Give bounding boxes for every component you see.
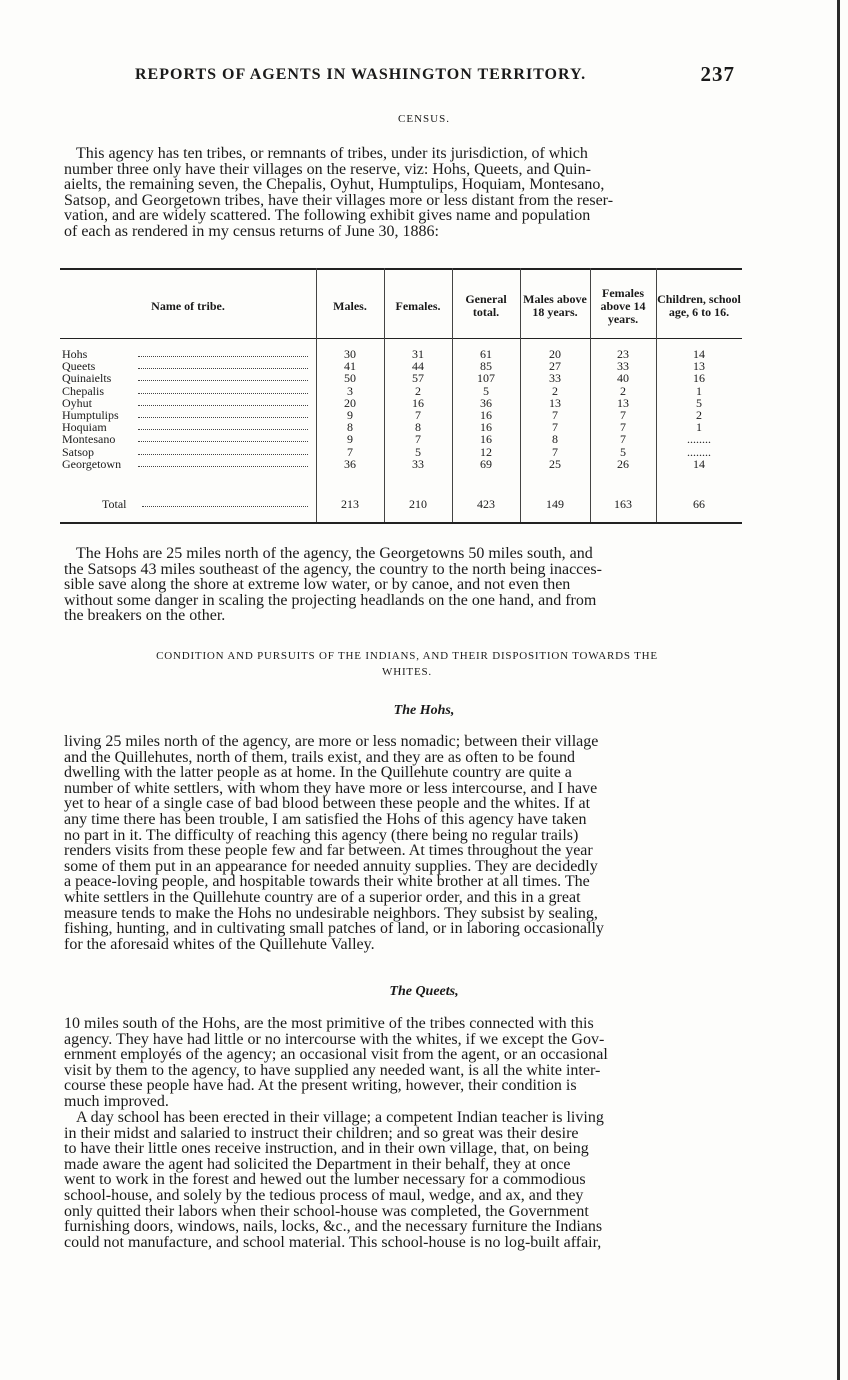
cell-females: 16 bbox=[412, 395, 424, 410]
cell-f14: 40 bbox=[617, 371, 629, 386]
cell-males: 9 bbox=[347, 432, 353, 447]
table-row bbox=[60, 458, 742, 470]
cell-children: 14 bbox=[693, 456, 705, 471]
cell-females: 33 bbox=[412, 456, 424, 471]
cell-males: 213 bbox=[341, 497, 359, 511]
cell-f14: 23 bbox=[617, 347, 629, 361]
table-row bbox=[60, 421, 742, 433]
text-line: in their midst and salaried to instruct their children; and so great was their desire bbox=[64, 1124, 579, 1142]
table-row bbox=[60, 348, 742, 360]
table-row bbox=[60, 446, 742, 458]
table-row bbox=[60, 409, 742, 421]
cell-total: 5 bbox=[483, 383, 489, 398]
table-row bbox=[60, 372, 742, 384]
cell-children: 14 bbox=[693, 347, 705, 361]
table-total-row bbox=[60, 498, 742, 510]
cell-males: 20 bbox=[344, 395, 356, 410]
table-row bbox=[60, 397, 742, 409]
page-spine-edge bbox=[837, 0, 840, 1380]
text-line: vation, and are widely scattered. The following exhibit gives name and population bbox=[64, 207, 591, 225]
dot-leader bbox=[138, 356, 308, 357]
total-label: Total bbox=[102, 497, 127, 511]
cell-m18: 7 bbox=[552, 408, 558, 422]
queets-paragraph bbox=[64, 1016, 750, 1110]
text-line: of each as rendered in my census returns of June 30, 1886: bbox=[64, 222, 439, 240]
cell-total: 61 bbox=[480, 347, 492, 361]
header-males-above-18: Males above 18 years. bbox=[523, 292, 587, 319]
heading-line: WHITES. bbox=[382, 666, 432, 678]
cell-m18: 33 bbox=[549, 371, 561, 386]
tribe-name: Georgetown bbox=[62, 456, 122, 471]
dot-leader bbox=[138, 466, 308, 467]
text-line: without some danger in scaling the projecting headlands on the one hand, and from bbox=[64, 591, 597, 609]
text-line: visit by them to the agency, to have supplied any needed want, is all the white inter- bbox=[64, 1061, 601, 1079]
cell-m18: 7 bbox=[552, 444, 558, 459]
text-line: renders visits from these people few and far between. At times throughout the year bbox=[64, 842, 593, 860]
tribe-name: Quinaielts bbox=[62, 371, 112, 386]
text-line: dwelling with the latter people as at home. In the Quillehute country are quite a bbox=[64, 764, 572, 782]
cell-females: 210 bbox=[409, 497, 427, 511]
table-bottom-rule bbox=[60, 522, 742, 524]
table-row bbox=[60, 385, 742, 397]
tribe-name: Chepalis bbox=[62, 383, 104, 398]
text-line: agency. They have had little or no intercourse with the whites, if we except the Gov- bbox=[64, 1030, 605, 1048]
cell-f14: 13 bbox=[617, 395, 629, 410]
hohs-subheading: The Hohs, bbox=[393, 703, 455, 718]
cell-males: 9 bbox=[347, 408, 353, 422]
cell-f14: 26 bbox=[617, 456, 629, 471]
text-line: 10 miles south of the Hohs, are the most primitive of the tribes connected with this bbox=[64, 1015, 594, 1032]
text-line: school-house, and solely by the tedious process of maul, wedge, and ax, and they bbox=[64, 1186, 584, 1204]
cell-children: 2 bbox=[696, 408, 702, 422]
text-line: course these people have had. At the present writing, however, their condition is bbox=[64, 1077, 577, 1095]
cell-children: 1 bbox=[696, 420, 702, 435]
dot-leader bbox=[138, 380, 308, 381]
cell-m18: 149 bbox=[546, 497, 564, 511]
text-line: measure tends to make the Hohs no undesirable neighbors. They subsist by sealing, bbox=[64, 904, 598, 922]
cell-children: ........ bbox=[687, 444, 711, 459]
cell-total: 85 bbox=[480, 359, 492, 374]
tribe-name: Montesano bbox=[62, 432, 116, 447]
text-line: yet to hear of a single case of bad blood between these people and the whites. If at bbox=[64, 795, 591, 813]
hohs-paragraph bbox=[64, 734, 750, 952]
tribe-name: Oyhut bbox=[62, 395, 92, 410]
text-line: living 25 miles north of the agency, are more or less nomadic; between their village bbox=[64, 733, 599, 750]
text-line: a peace-loving people, and hospitable towards their white brother at all times. The bbox=[64, 873, 590, 891]
cell-total: 16 bbox=[480, 420, 492, 435]
cell-total: 36 bbox=[480, 395, 492, 410]
cell-females: 57 bbox=[412, 371, 424, 386]
condition-heading bbox=[64, 648, 750, 680]
text-line: ernment employés of the agency; an occasional visit from the agent, or an occasional bbox=[64, 1046, 608, 1064]
cell-children: 5 bbox=[696, 395, 702, 410]
queets-subheading: The Queets, bbox=[389, 984, 459, 999]
cell-total: 12 bbox=[480, 444, 492, 459]
running-head bbox=[135, 62, 735, 90]
cell-f14: 5 bbox=[620, 444, 626, 459]
text-line: went to work in the forest and hewed out the lumber necessary for a commodious bbox=[64, 1171, 586, 1189]
text-line: no part in it. The difficulty of reaching this agency (there being no regular trails) bbox=[64, 826, 579, 844]
header-males: Males. bbox=[333, 298, 367, 313]
cell-m18: 8 bbox=[552, 432, 558, 447]
text-line: for the aforesaid whites of the Quillehute Valley. bbox=[64, 935, 375, 953]
text-line: sible save along the shore at extreme low water, or by canoe, and not even then bbox=[64, 576, 571, 594]
dot-leader bbox=[138, 441, 308, 442]
text-line: some of them put in an appearance for needed annuity supplies. They are decidedly bbox=[64, 857, 598, 875]
cell-m18: 25 bbox=[549, 456, 561, 471]
intro-paragraph bbox=[64, 146, 750, 240]
cell-children: 16 bbox=[693, 371, 705, 386]
header-females-above-14: Females above 14 years. bbox=[600, 285, 646, 326]
cell-females: 2 bbox=[415, 383, 421, 398]
cell-f14: 7 bbox=[620, 432, 626, 447]
cell-f14: 33 bbox=[617, 359, 629, 374]
table-row bbox=[60, 433, 742, 445]
cell-children: ........ bbox=[687, 432, 711, 447]
cell-m18: 2 bbox=[552, 383, 558, 398]
tribe-name: Hoquiam bbox=[62, 420, 107, 435]
text-line: aielts, the remaining seven, the Chepalis, Oyhut, Humptulips, Hoquiam, Montesano, bbox=[64, 176, 605, 194]
text-line: the breakers on the other. bbox=[64, 607, 226, 625]
cell-f14: 7 bbox=[620, 408, 626, 422]
cell-males: 36 bbox=[344, 456, 356, 471]
cell-total: 69 bbox=[480, 456, 492, 471]
dot-leader bbox=[138, 454, 308, 455]
cell-males: 8 bbox=[347, 420, 353, 435]
text-line: white settlers in the Quillehute country are of a superior order, and this in a great bbox=[64, 888, 581, 906]
table-row bbox=[60, 360, 742, 372]
table-header-rule bbox=[60, 338, 742, 339]
cell-females: 7 bbox=[415, 408, 421, 422]
dot-leader bbox=[142, 506, 308, 507]
cell-f14: 7 bbox=[620, 420, 626, 435]
text-line: and the Quillehutes, north of them, trails exist, and they are as often to be found bbox=[64, 748, 575, 766]
dot-leader bbox=[138, 417, 308, 418]
header-females: Females. bbox=[395, 298, 441, 313]
heading-line: CONDITION AND PURSUITS OF THE INDIANS, AND THEIR DISPOSITION TOWARDS THE bbox=[156, 650, 658, 662]
cell-males: 7 bbox=[347, 444, 353, 459]
cell-m18: 7 bbox=[552, 420, 558, 435]
text-line: number of white settlers, with whom they have more or less intercourse, and I have bbox=[64, 779, 598, 797]
census-table bbox=[60, 268, 742, 526]
cell-females: 8 bbox=[415, 420, 421, 435]
cell-males: 3 bbox=[347, 383, 353, 398]
cell-m18: 20 bbox=[549, 347, 561, 361]
cell-males: 30 bbox=[344, 347, 356, 361]
census-heading: CENSUS. bbox=[398, 113, 450, 125]
tribe-name: Humptulips bbox=[62, 408, 119, 422]
dot-leader bbox=[138, 429, 308, 430]
header-general-total: General total. bbox=[465, 292, 507, 319]
cell-f14: 2 bbox=[620, 383, 626, 398]
cell-children: 66 bbox=[693, 497, 705, 511]
text-line: This agency has ten tribes, or remnants of tribes, under its jurisdiction, of which bbox=[76, 145, 588, 162]
header-name-of-tribe: Name of tribe. bbox=[151, 298, 225, 313]
cell-females: 5 bbox=[415, 444, 421, 459]
tribe-name: Satsop bbox=[62, 444, 95, 459]
cell-f14: 163 bbox=[614, 497, 632, 511]
text-line: made aware the agent had solicited the Department in their behalf, they at once bbox=[64, 1155, 571, 1173]
cell-children: 1 bbox=[696, 383, 702, 398]
running-head-title: REPORTS OF AGENTS IN WASHINGTON TERRITORY. bbox=[135, 66, 587, 83]
cell-females: 44 bbox=[412, 359, 424, 374]
text-line: Satsop, and Georgetown tribes, have their villages more or less distant from the reser- bbox=[64, 191, 614, 209]
text-line: number three only have their villages on the reserve, viz: Hohs, Queets, and Quin- bbox=[64, 160, 591, 178]
cell-total: 16 bbox=[480, 408, 492, 422]
cell-total: 16 bbox=[480, 432, 492, 447]
text-line: to have their little ones receive instruction, and in their own village, that, on being bbox=[64, 1140, 589, 1158]
text-line: only quitted their labors when their school-house was completed, the Government bbox=[64, 1202, 589, 1220]
dot-leader bbox=[138, 368, 308, 369]
cell-m18: 13 bbox=[549, 395, 561, 410]
cell-m18: 27 bbox=[549, 359, 561, 374]
cell-females: 7 bbox=[415, 432, 421, 447]
cell-children: 13 bbox=[693, 359, 705, 374]
text-line: fishing, hunting, and in cultivating small patches of land, or in laboring occasionally bbox=[64, 920, 604, 938]
tribe-name: Queets bbox=[62, 359, 96, 374]
text-line: A day school has been erected in their village; a competent Indian teacher is living bbox=[76, 1109, 604, 1126]
distance-paragraph bbox=[64, 546, 750, 624]
text-line: much improved. bbox=[64, 1092, 169, 1110]
cell-females: 31 bbox=[412, 347, 424, 361]
text-line: the Satsops 43 miles southeast of the agency, the country to the north being inacces- bbox=[64, 560, 602, 578]
cell-total: 107 bbox=[477, 371, 495, 386]
school-paragraph bbox=[64, 1110, 750, 1250]
cell-total: 423 bbox=[477, 497, 495, 511]
text-line: The Hohs are 25 miles north of the agency, the Georgetowns 50 miles south, and bbox=[76, 545, 593, 562]
table-top-rule bbox=[60, 268, 742, 270]
page-number: 237 bbox=[700, 62, 735, 86]
header-children-school-age: Children, school age, 6 to 16. bbox=[657, 292, 741, 319]
dot-leader bbox=[138, 393, 308, 394]
text-line: any time there has been trouble, I am satisfied the Hohs of this agency have taken bbox=[64, 810, 587, 828]
text-line: furnishing doors, windows, nails, locks, &c., and the necessary furniture the Indians bbox=[64, 1218, 603, 1236]
cell-males: 50 bbox=[344, 371, 356, 386]
tribe-name: Hohs bbox=[62, 347, 88, 361]
cell-males: 41 bbox=[344, 359, 356, 374]
text-line: could not manufacture, and school material. This school-house is no log-built affair, bbox=[64, 1233, 602, 1251]
dot-leader bbox=[138, 405, 308, 406]
